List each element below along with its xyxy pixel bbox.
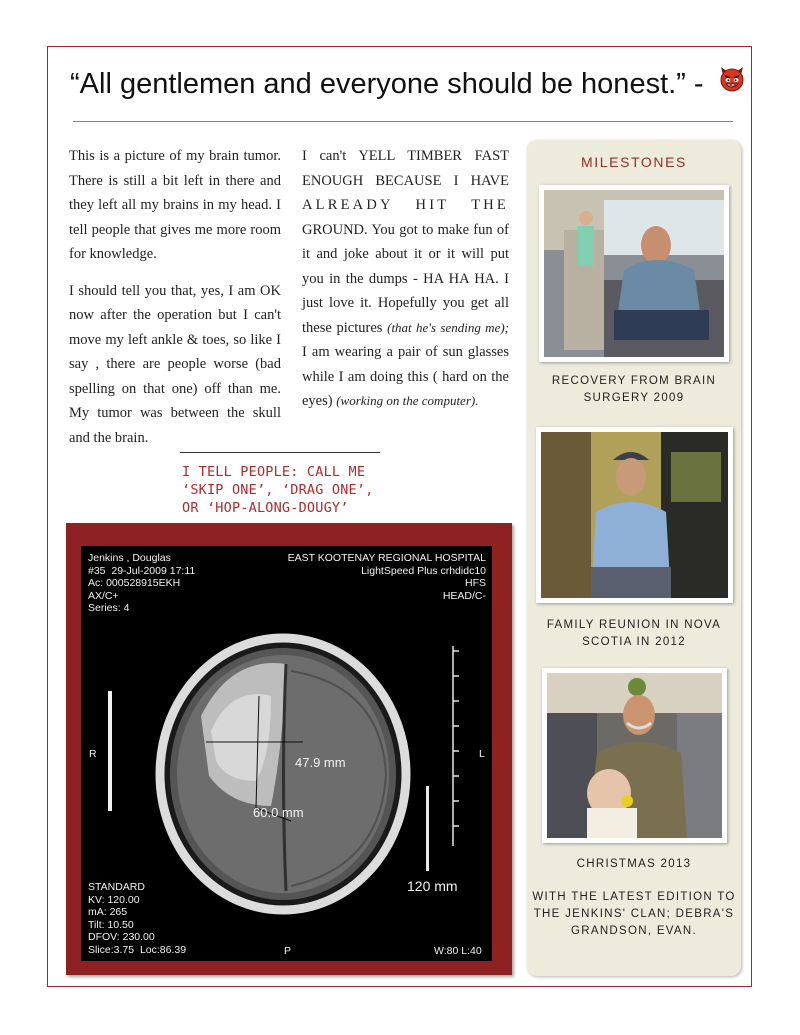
scan-hospital-info: EAST KOOTENAY REGIONAL HOSPITAL LightSpeed Plus crhdidc10 HFS HEAD/C- [287, 552, 486, 602]
caption-christmas: CHRISTMAS 2013 [576, 858, 692, 870]
text-ground: GROUND. You got to make fun of it and joke about it or it will put you in the dumps - HA HA HA. I just love it. Hopefully you get all these pictures [302, 221, 509, 336]
column-middle [302, 144, 509, 414]
pull-quote-top-rule [180, 452, 380, 453]
scan-label-left: L [479, 748, 485, 760]
caption-recovery: RECOVERY FROM BRAIN SURGERY 2009 [551, 375, 717, 404]
pull-quote-text: I TELL PEOPLE: CALL ME ‘SKIP ONE’, ‘DRAG ONE’, OR ‘HOP-ALONG-DOUGY’ [182, 464, 374, 516]
scan-measurement-length: 60.0 mm [253, 805, 304, 820]
quote-text: “All gentlemen and everyone should be honest.” - [70, 68, 704, 100]
text-already: ALREADY HIT THE [302, 197, 509, 213]
text-aside-1: (that he's sending me); [387, 319, 510, 335]
scan-label-posterior: P [284, 945, 292, 957]
text-aside-2: (working on the computer). [336, 393, 479, 408]
scan-window-level: W:80 L:40 [434, 945, 482, 957]
text-timber: I can't YELL TIMBER FAST ENOUGH BECAUSE I HAVE [302, 148, 509, 189]
ct-scan-image [81, 546, 492, 961]
scan-scale-label: 120 mm [407, 878, 458, 894]
page-title [70, 68, 746, 101]
sidebar-title: MILESTONES [581, 154, 687, 170]
paragraph-tumor: This is a picture of my brain tumor. There is still a bit left in there and they left all my brains in my head. I tell people that gives me more room for knowledge. [69, 148, 281, 262]
column-left [69, 144, 281, 450]
devil-face-icon [718, 65, 746, 101]
caption-reunion: FAMILY REUNION IN NOVA SCOTIA IN 2012 [546, 619, 722, 648]
scan-measurement-width: 47.9 mm [295, 755, 346, 770]
scan-label-right: R [89, 748, 97, 760]
photo-reunion [536, 427, 733, 603]
photo-christmas [542, 668, 727, 843]
milestones-sidebar [527, 140, 741, 976]
scan-patient-info: Jenkins , Douglas #35 29-Jul-2009 17:11 Ac: 000528915EKH AX/C+ Series: 4 [88, 552, 196, 614]
title-divider [73, 121, 733, 122]
photo-recovery [539, 185, 729, 362]
paragraph-operation: I should tell you that, yes, I am OK now after the operation but I can't move my left ankle & toes, so like I say , there are people worse (bad spelling on that one) off than me. My tumor was between the skull and the brain. [69, 282, 281, 446]
text-glasses: I am wearing a pair of sun glasses while I am doing this ( hard on the eyes) [302, 344, 509, 409]
scan-parameters: STANDARD KV: 120.00 mA: 265 Tilt: 10.50 DFOV: 230.00 Slice:3.75 Loc:86.39 [88, 881, 187, 956]
caption-grandson: WITH THE LATEST EDITION TO THE JENKINS' CLAN; DEBRA'S GRANDSON, EVAN. [532, 891, 736, 937]
